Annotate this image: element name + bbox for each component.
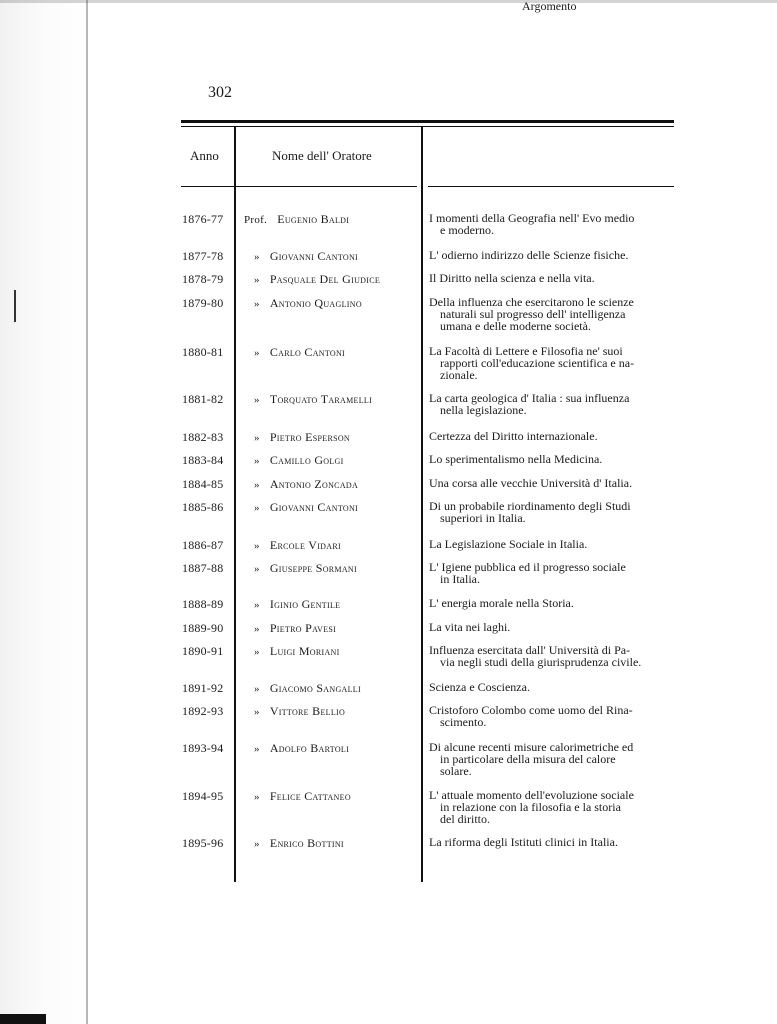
topic-line: L' energia morale nella Storia.	[429, 596, 574, 610]
row-speaker	[254, 272, 429, 287]
table-top-rule-thin	[181, 126, 674, 127]
row-speaker	[254, 453, 429, 468]
row-year: 1892-93	[182, 704, 224, 718]
speaker-prefix: »	[254, 298, 260, 310]
binding-mark	[14, 290, 16, 322]
speaker-prefix: »	[254, 646, 260, 658]
row-topic	[429, 392, 677, 416]
table-top-rule	[181, 120, 674, 123]
topic-line: Il Diritto nella scienza e nella vita.	[429, 271, 595, 285]
speaker-name: Antonio Zoncada	[269, 477, 359, 491]
row-topic	[429, 644, 677, 668]
speaker-name: Camillo Golgi	[269, 453, 344, 467]
row-speaker	[244, 212, 419, 227]
row-speaker	[254, 681, 429, 696]
row-topic	[429, 345, 677, 381]
speaker-prefix: »	[254, 540, 260, 552]
row-speaker	[254, 704, 429, 719]
topic-line: in relazione con la filosofia e la storia	[440, 800, 621, 814]
speaker-name: Pietro Pavesi	[269, 621, 337, 635]
row-year: 1888-89	[182, 597, 224, 611]
row-speaker	[254, 345, 429, 360]
topic-line: Scienza e Coscienza.	[429, 680, 530, 694]
speaker-prefix: »	[254, 455, 260, 467]
speaker-prefix: »	[254, 563, 260, 575]
speaker-prefix: »	[254, 347, 260, 359]
row-topic	[429, 296, 677, 332]
row-topic	[429, 477, 677, 489]
row-speaker	[254, 249, 429, 264]
row-year: 1884-85	[182, 477, 224, 491]
speaker-name: Ercole Vidari	[269, 538, 341, 552]
speaker-name: Eugenio Baldi	[277, 212, 350, 226]
speaker-name: Giovanni Cantoni	[269, 500, 358, 514]
speaker-name: Enrico Bottini	[269, 836, 344, 850]
topic-line: L' Igiene pubblica ed il progresso sociale	[429, 560, 626, 574]
row-year: 1894-95	[182, 789, 224, 803]
topic-line: Una corsa alle vecchie Università d' Italia.	[429, 476, 633, 490]
page-binding-edge	[0, 0, 90, 1024]
topic-line: via negli studi della giurisprudenza civile.	[440, 655, 642, 669]
row-year: 1886-87	[182, 538, 224, 552]
row-topic	[429, 789, 677, 825]
topic-line: Cristoforo Colombo come uomo del Rina-	[429, 703, 633, 717]
topic-line: La carta geologica d' Italia : sua influenza	[429, 391, 630, 405]
row-topic	[429, 453, 677, 465]
topic-line: naturali sul progresso dell' intelligenza	[440, 307, 626, 321]
speaker-name: Luigi Moriani	[269, 644, 340, 658]
speaker-name: Pietro Esperson	[269, 430, 350, 444]
row-year: 1891-92	[182, 681, 224, 695]
topic-line: La Facoltà di Lettere e Filosofia ne' suoi	[429, 344, 623, 358]
row-speaker	[254, 392, 429, 407]
row-year: 1893-94	[182, 741, 224, 755]
header-bottom-rule-right	[428, 186, 674, 187]
speaker-prefix: »	[254, 623, 260, 635]
topic-line: Lo sperimentalismo nella Medicina.	[429, 452, 603, 466]
row-year: 1882-83	[182, 430, 224, 444]
speaker-name: Pasquale Del Giudice	[269, 272, 381, 286]
topic-line: rapporti coll'educazione scientifica e na-	[440, 356, 635, 370]
speaker-prefix: »	[254, 838, 260, 850]
topic-line: Della influenza che esercitarono le scienze	[429, 295, 634, 309]
row-speaker	[254, 789, 429, 804]
speaker-prefix: »	[254, 743, 260, 755]
row-topic	[429, 561, 677, 585]
topic-line: scimento.	[440, 715, 487, 729]
topic-line: La riforma degli Istituti clinici in Italia.	[429, 835, 618, 849]
header-bottom-rule-left	[181, 186, 417, 187]
speaker-name: Adolfo Bartoli	[269, 741, 350, 755]
topic-line: superiori in Italia.	[440, 511, 526, 525]
row-year: 1880-81	[182, 345, 224, 359]
row-year: 1885-86	[182, 500, 224, 514]
binding-fold-line	[86, 0, 88, 1024]
topic-line: Certezza del Diritto internazionale.	[429, 429, 598, 443]
row-speaker	[254, 430, 429, 445]
topic-line: La Legislazione Sociale in Italia.	[429, 537, 588, 551]
speaker-name: Antonio Quaglino	[269, 296, 362, 310]
row-topic	[429, 704, 677, 728]
row-topic	[429, 212, 677, 236]
row-year: 1876-77	[182, 212, 224, 226]
row-year: 1879-80	[182, 296, 224, 310]
row-speaker	[254, 644, 429, 659]
topic-line: nella legislazione.	[440, 403, 527, 417]
topic-line: zionale.	[440, 368, 478, 382]
row-speaker	[254, 500, 429, 515]
speaker-prefix: »	[254, 432, 260, 444]
speaker-prefix: »	[254, 502, 260, 514]
speaker-name: Vittore Bellio	[269, 704, 346, 718]
row-topic	[429, 621, 677, 633]
topic-line: L' attuale momento dell'evoluzione sociale	[429, 788, 634, 802]
column-separator-year	[234, 126, 236, 882]
row-year: 1890-91	[182, 644, 224, 658]
speaker-prefix: »	[254, 479, 260, 491]
row-topic	[429, 681, 677, 693]
speaker-prefix: »	[254, 274, 260, 286]
speaker-name: Iginio Gentile	[269, 597, 341, 611]
topic-line: solare.	[440, 764, 472, 778]
speaker-prefix: Prof.	[244, 214, 268, 226]
row-topic	[429, 430, 677, 442]
row-topic	[429, 597, 677, 609]
header-year: Anno	[190, 148, 219, 163]
row-speaker	[254, 836, 429, 851]
topic-line: Di un probabile riordinamento degli Studi	[429, 499, 631, 513]
row-speaker	[254, 561, 429, 576]
row-speaker	[254, 538, 429, 553]
topic-line: del diritto.	[440, 812, 490, 826]
speaker-name: Giacomo Sangalli	[269, 681, 361, 695]
row-year: 1887-88	[182, 561, 224, 575]
speaker-name: Giuseppe Sormani	[269, 561, 357, 575]
row-speaker	[254, 621, 429, 636]
speaker-name: Torquato Taramelli	[269, 392, 373, 406]
row-year: 1877-78	[182, 249, 224, 263]
speaker-name: Giovanni Cantoni	[269, 249, 358, 263]
topic-line: Di alcune recenti misure calorimetriche ed	[429, 740, 634, 754]
header-topic: Argomento	[522, 0, 577, 13]
row-year: 1883-84	[182, 453, 224, 467]
page-corner-shadow	[0, 1014, 46, 1024]
row-year: 1878-79	[182, 272, 224, 286]
topic-line: Influenza esercitata dall' Università di Pa-	[429, 643, 631, 657]
speaker-name: Carlo Cantoni	[269, 345, 346, 359]
speaker-name: Felice Cattaneo	[269, 789, 351, 803]
speaker-prefix: »	[254, 683, 260, 695]
topic-line: L' odierno indirizzo delle Scienze fisiche.	[429, 248, 629, 262]
row-year: 1889-90	[182, 621, 224, 635]
topic-line: in particolare della misura del calore	[440, 752, 616, 766]
topic-line: I momenti della Geografia nell' Evo medio	[429, 211, 635, 225]
header-speaker: Nome dell' Oratore	[272, 148, 372, 163]
topic-line: e moderno.	[440, 223, 494, 237]
row-speaker	[254, 477, 429, 492]
topic-line: umana e delle moderne società.	[440, 319, 591, 333]
topic-line: in Italia.	[440, 572, 480, 586]
speaker-prefix: »	[254, 706, 260, 718]
row-topic	[429, 500, 677, 524]
speaker-prefix: »	[254, 599, 260, 611]
row-topic	[429, 836, 677, 848]
page-number: 302	[208, 84, 232, 101]
speaker-prefix: »	[254, 791, 260, 803]
row-topic	[429, 538, 677, 550]
topic-line: La vita nei laghi.	[429, 620, 511, 634]
row-speaker	[254, 597, 429, 612]
row-year: 1895-96	[182, 836, 224, 850]
row-speaker	[254, 296, 429, 311]
speaker-prefix: »	[254, 394, 260, 406]
row-topic	[429, 741, 677, 777]
row-year: 1881-82	[182, 392, 224, 406]
row-speaker	[254, 741, 429, 756]
row-topic	[429, 249, 677, 261]
speaker-prefix: »	[254, 251, 260, 263]
row-topic	[429, 272, 677, 284]
